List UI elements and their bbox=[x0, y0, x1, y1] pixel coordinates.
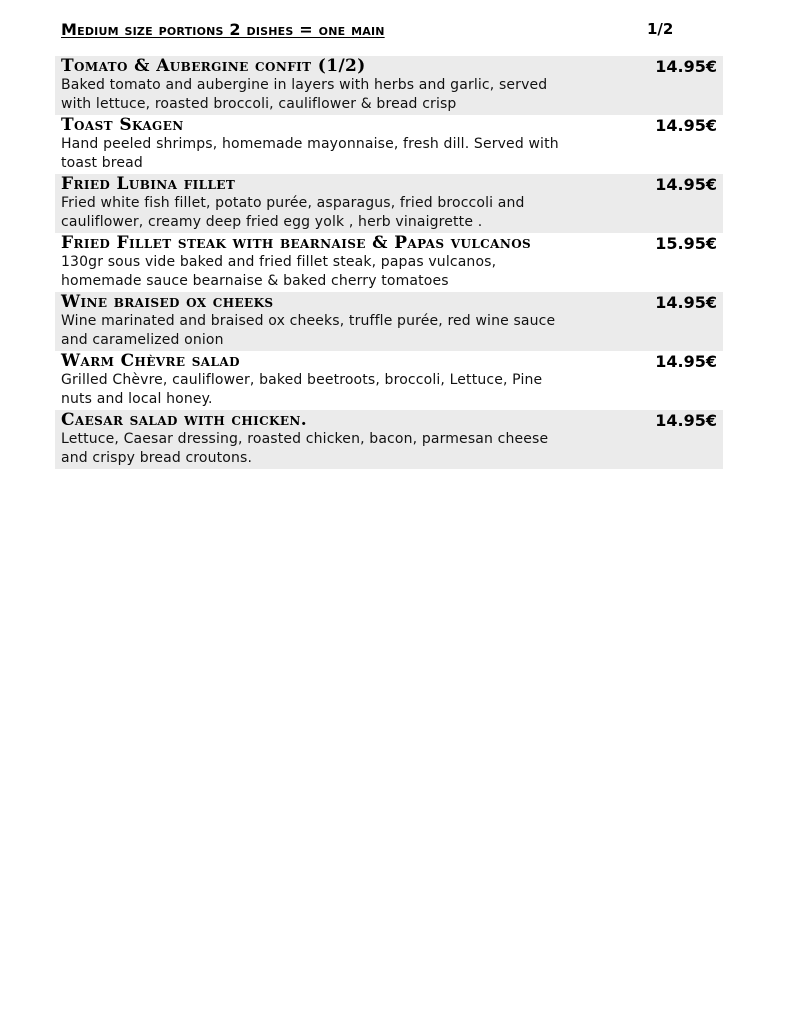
dish-name: Toast Skagen bbox=[61, 115, 184, 135]
dish-price: 14.95€ bbox=[655, 293, 717, 312]
dish-name: Warm Chèvre salad bbox=[61, 351, 240, 371]
dish-item-tomato-aubergine bbox=[55, 56, 723, 115]
dish-description: Lettuce, Caesar dressing, roasted chicken, bacon, parmesan cheese and crispy bread croutons. bbox=[61, 431, 549, 466]
dish-name: Caesar salad with chicken. bbox=[61, 410, 308, 430]
dish-name: Fried Lubina fillet bbox=[61, 174, 236, 194]
dish-description: Hand peeled shrimps, homemade mayonnaise, fresh dill. Served with toast bread bbox=[61, 136, 559, 171]
dish-price: 14.95€ bbox=[655, 175, 717, 194]
dish-description: Fried white fish fillet, potato purée, asparagus, fried broccoli and cauliflower, creamy deep fried egg yolk , herb vinaigrette . bbox=[61, 195, 525, 230]
dish-item-fillet-steak bbox=[55, 233, 723, 292]
dish-item-chevre-salad bbox=[55, 351, 723, 410]
page-number: 1/2 bbox=[647, 20, 674, 38]
dish-price: 14.95€ bbox=[655, 116, 717, 135]
dish-description: 130gr sous vide baked and fried fillet steak, papas vulcanos, homemade sauce bearnaise & baked cherry tomatoes bbox=[61, 254, 497, 289]
dish-description: Wine marinated and braised ox cheeks, truffle purée, red wine sauce and caramelized onion bbox=[61, 313, 556, 348]
dish-price: 14.95€ bbox=[655, 411, 717, 430]
dish-name: Tomato & Aubergine confit (1/2) bbox=[61, 56, 366, 76]
dish-item-caesar-salad bbox=[55, 410, 723, 469]
dish-description: Grilled Chèvre, cauliflower, baked beetroots, broccoli, Lettuce, Pine nuts and local honey. bbox=[61, 372, 543, 407]
dish-price: 14.95€ bbox=[655, 352, 717, 371]
dish-item-ox-cheeks bbox=[55, 292, 723, 351]
dish-price: 14.95€ bbox=[655, 57, 717, 76]
dish-name: Fried Fillet steak with bearnaise & Papas vulcanos bbox=[61, 233, 532, 253]
dish-list bbox=[55, 56, 723, 469]
dish-price: 15.95€ bbox=[655, 234, 717, 253]
dish-name: Wine braised ox cheeks bbox=[61, 292, 274, 312]
menu-header bbox=[61, 20, 723, 42]
dish-item-lubina-fillet bbox=[55, 174, 723, 233]
menu-title: Medium size portions 2 dishes = one main bbox=[61, 20, 385, 39]
dish-item-toast-skagen bbox=[55, 115, 723, 174]
dish-description: Baked tomato and aubergine in layers with herbs and garlic, served with lettuce, roasted broccoli, cauliflower & bread crisp bbox=[61, 77, 548, 112]
